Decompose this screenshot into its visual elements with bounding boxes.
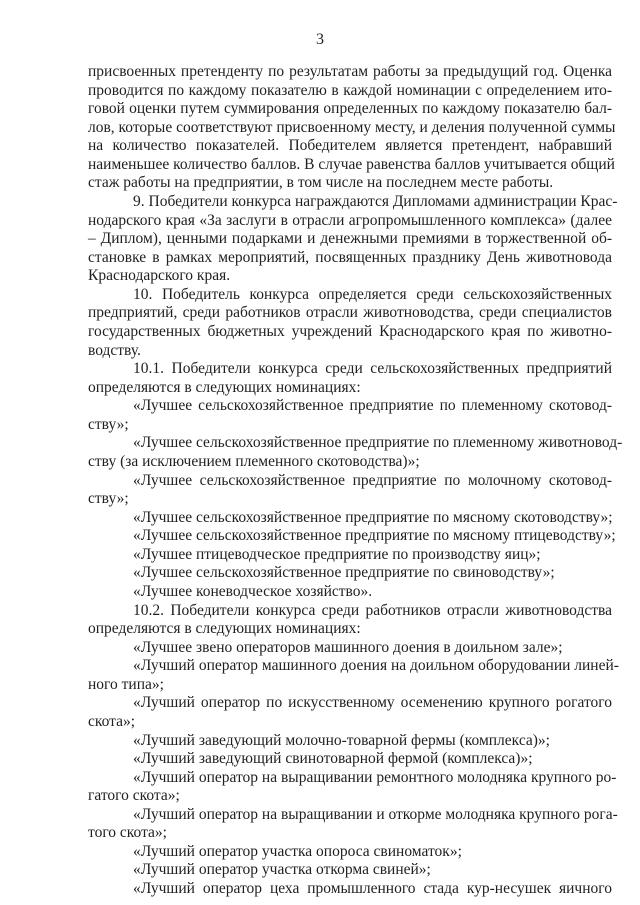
text-line: становке в рамках мероприятий, посвященных празднику День животновода [88, 248, 612, 266]
text-line: «Лучшее сельскохозяйственное предприятие по мясному скотоводству»; [133, 508, 613, 526]
text-line: «Лучший оператор машинного доения на доильном оборудовании линей- [133, 657, 619, 675]
text-line: ству»; [88, 415, 129, 433]
text-line: гатого скота»; [88, 787, 180, 805]
text-line: говой оценки путем суммирования определенных по каждому показателю бал- [88, 100, 612, 118]
text-line: «Лучший оператор участка откорма свиней»; [133, 861, 431, 879]
page-number: 3 [316, 31, 324, 48]
text-line: «Лучшее сельскохозяйственное предприятие по племенному животновод- [133, 434, 623, 452]
text-line: стаж работы на предприятии, в том числе на последнем месте работы. [88, 174, 554, 192]
text-line: Краснодарского края. [88, 267, 231, 285]
text-line: водству. [88, 341, 141, 359]
text-line: «Лучшее сельскохозяйственное предприятие по племенному скотовод- [133, 397, 612, 415]
text-line: скота»; [88, 712, 136, 730]
text-line: «Лучший оператор на выращивании ремонтного молодняка крупного ро- [133, 768, 617, 786]
text-line: 10. Победитель конкурса определяется среди сельскохозяйственных [133, 285, 612, 303]
text-line: присвоенных претенденту по результатам работы за предыдущий год. Оценка [88, 63, 612, 80]
text-line: наименьшее количество баллов. В случае равенства баллов учитывается общий [88, 155, 615, 173]
text-line: «Лучший заведующий свинотоварной фермой (комплекса)»; [133, 750, 533, 767]
text-line: нодарского края «За заслуги в отрасли агропромышленного комплекса» (далее [88, 211, 612, 229]
text-line: «Лучший оператор по искусственному осеменению крупного рогатого [133, 694, 612, 712]
text-line: того скота»; [88, 824, 167, 842]
text-line: ного типа»; [88, 675, 164, 693]
text-line: «Лучшее звено операторов машинного доения в доильном зале»; [133, 638, 563, 656]
text-line: ству»; [88, 490, 129, 508]
text-line: проводится по каждому показателю в каждой номинации с определением ито- [88, 81, 612, 99]
text-line: предприятий, среди работников отрасли животноводства, среди специалистов [88, 304, 612, 322]
text-line: 9. Победители конкурса награждаются Дипломами администрации Крас- [133, 193, 618, 210]
text-line: определяются в следующих номинациях: [88, 620, 361, 637]
text-line: «Лучший оператор участка опороса свиноматок»; [133, 842, 462, 860]
text-line: лов, которые соответствуют присвоенному месту, и деления полученной суммы [88, 118, 616, 136]
text-line: «Лучшее коневодческое хозяйство». [133, 582, 373, 600]
text-line: «Лучший заведующий молочно-товарной фермы (комплекса)»; [133, 731, 550, 749]
text-line: «Лучшее сельскохозяйственное предприятие по мясному птицеводству»; [133, 527, 616, 545]
text-line: «Лучшее сельскохозяйственное предприятие по свиноводству»; [133, 564, 555, 582]
text-line: государственных бюджетных учреждений Краснодарского края по животно- [88, 323, 612, 340]
text-line: «Лучший оператор на выращивании и откорме молодняка крупного рога- [133, 805, 618, 823]
text-line: 10.2. Победители конкурса среди работников отрасли животноводства [133, 601, 612, 619]
text-line: «Лучшее птицеводческое предприятие по производству яиц»; [133, 545, 541, 563]
text-line: на количество показателей. Победителем является претендент, набравший [88, 137, 612, 155]
text-line: – Диплом), ценными подарками и денежными премиями в торжественной об- [88, 230, 612, 248]
text-line: «Лучший оператор цеха промышленного стада кур-несушек яичного [133, 880, 612, 897]
text-line: 10.1. Победители конкурса среди сельскохозяйственных предприятий [133, 360, 612, 378]
text-line: определяются в следующих номинациях: [88, 378, 361, 396]
text-line: ству (за исключением племенного скотоводства)»; [88, 452, 420, 470]
text-line: «Лучшее сельскохозяйственное предприятие по молочному скотовод- [133, 471, 612, 489]
